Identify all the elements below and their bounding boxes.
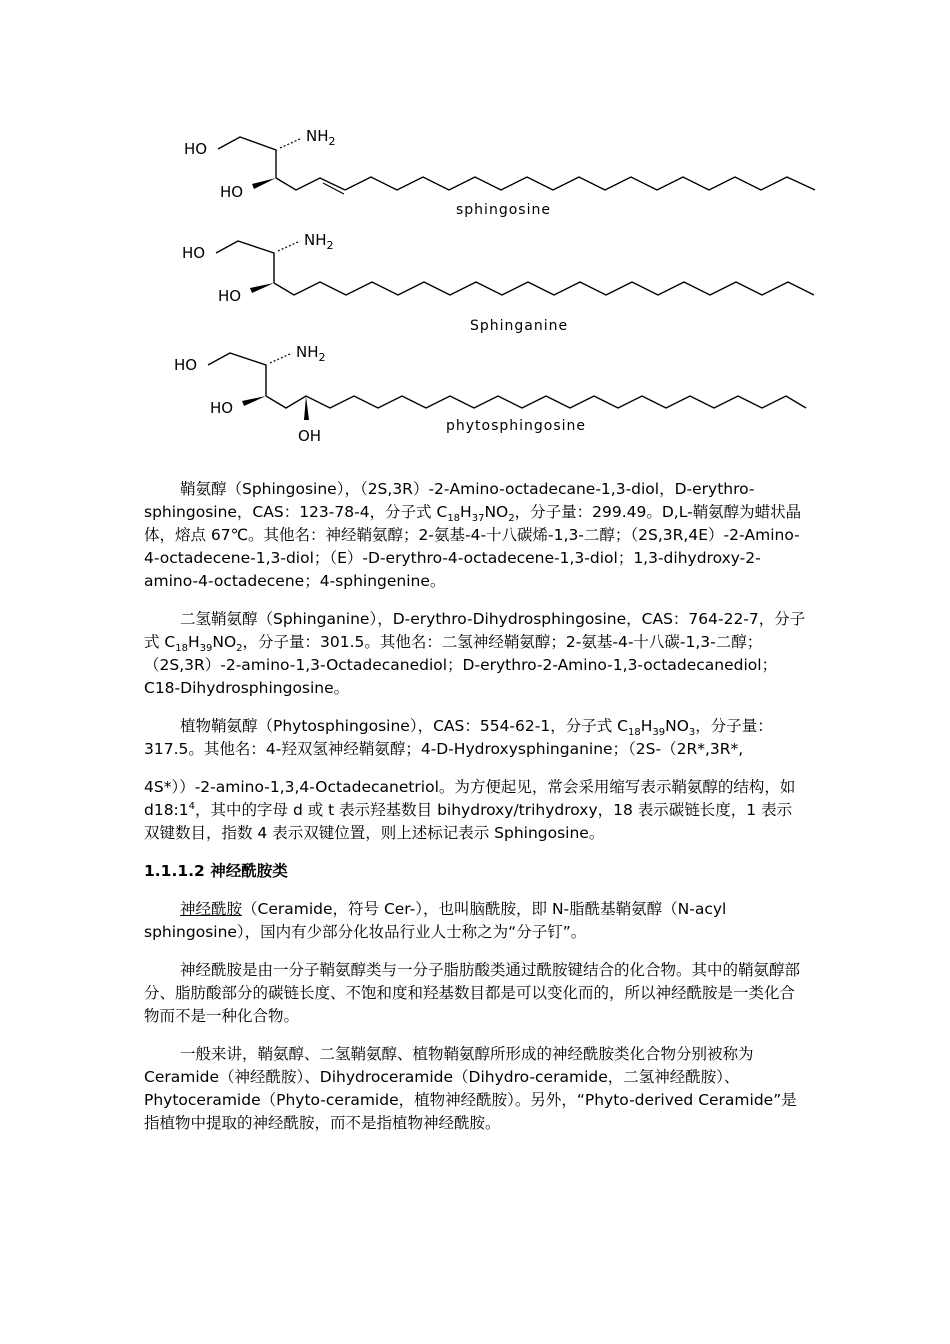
document-body: [144, 478, 806, 1150]
paragraph-ceramide-definition: 神经酰胺是由一分子鞘氨醇类与一分子脂肪酸类通过酰胺键结合的化合物。其中的鞘氨醇部分、脂肪酸部分的碳链长度、不饱和度和羟基数目都是可以变化而的，所以神经酰胺是一类化合物而不是一种化合物。: [144, 961, 801, 1025]
mol2-ho-bottom: HO: [218, 287, 242, 305]
mol2-ho-top: HO: [182, 244, 206, 262]
mol3-nh2: $NH_2$: [296, 343, 326, 364]
mol3-caption: phytosphingosine: [446, 418, 587, 434]
paragraph-sphingosine: 鞘氨醇（Sphingosine），（2S,3R）-2-Amino-octadecane-1,3-diol，D-erythro-sphingosine，CAS：123-78-4，分子式 $C_{18}H_{37}NO_2$，分子量：299.49。D,L-鞘氨醇为蜡状晶体，熔点 67℃。其他名：神经鞘氨醇；2-氨基-4-十八碳烯-1,3-二醇；（2S,3R,4E）-2-Amino-4-octadecene-1,3-diol；（E）-D-erythro-4-octadecene-1,3-diol；1,3-dihydroxy-2-amino-4-octadecene；4-sphingenine。: [144, 480, 802, 590]
mol1-nh2: $NH_2$: [306, 127, 336, 148]
mol3-ho-top: HO: [174, 356, 198, 374]
mol1-ho-top: HO: [184, 140, 208, 158]
paragraph-phytosphingosine: 植物鞘氨醇（Phytosphingosine），CAS：554-62-1，分子式 $C_{18}H_{39}NO_3$，分子量：317.5。其他名：4-羟双氢神经鞘氨醇；4-D-Hydroxysphinganine；（2S-（2R*,3R*,: [144, 717, 773, 758]
paragraph-ceramide-intro: 神经酰胺（Ceramide，符号 Cer-），也叫脑酰胺，即 N-脂酰基鞘氨醇（N-acyl sphingosine），国内有少部分化妆品行业人士称之为“分子钉”。: [144, 900, 727, 941]
sphinganine-structure: [182, 231, 814, 334]
paragraph-sphinganine: 二氢鞘氨醇（Sphinganine），D-erythro-Dihydrosphingosine，CAS：764-22-7，分子式 $C_{18}H_{39}NO_2$，分子量：301.5。其他名：二氢神经鞘氨醇；2-氨基-4-十八碳-1,3-二醇；（2S,3R）-2-amino-1,3-Octadecanediol；D-erythro-2-Amino-1,3-octadecanediol；C18-Dihydrosphingosine。: [144, 610, 806, 697]
paragraph-abbreviation: 4S*））-2-amino-1,3,4-Octadecanetriol。为方便起见，常会采用缩写表示鞘氨醇的结构，如 $d18:1^4$，其中的字母 d 或 t 表示羟基数目 bihydroxy/trihydroxy，18 表示碳链长度，1 表示双键数目，指数 4 表示双键位置，则上述标记表示 Sphingosine。: [144, 778, 796, 842]
mol2-nh2: $NH_2$: [304, 231, 334, 252]
mol1-caption: sphingosine: [456, 202, 551, 218]
mol3-oh: OH: [298, 427, 322, 445]
chemical-structures-figure: [170, 120, 820, 455]
ceramide-link[interactable]: 神经酰胺: [180, 900, 243, 918]
mol3-ho-bottom: HO: [210, 399, 234, 417]
paragraph-ceramide-types: 一般来讲，鞘氨醇、二氢鞘氨醇、植物鞘氨醇所形成的神经酰胺类化合物分别被称为 Ceramide（神经酰胺）、Dihydroceramide（Dihydro-ceramide，二氢神经酰胺）、Phytoceramide（Phyto-ceramide，植物神经酰胺）。另外，“Phyto-derived Ceramide”是指植物中提取的神经酰胺，而不是指植物神经酰胺。: [144, 1045, 797, 1132]
section-heading: 1.1.1.2 神经酰胺类: [144, 862, 288, 880]
sphingosine-structure: [184, 127, 815, 218]
phytosphingosine-structure: [174, 343, 806, 445]
structures-svg: [170, 120, 820, 455]
mol2-caption: Sphinganine: [470, 318, 569, 334]
mol1-ho-bottom: HO: [220, 183, 244, 201]
